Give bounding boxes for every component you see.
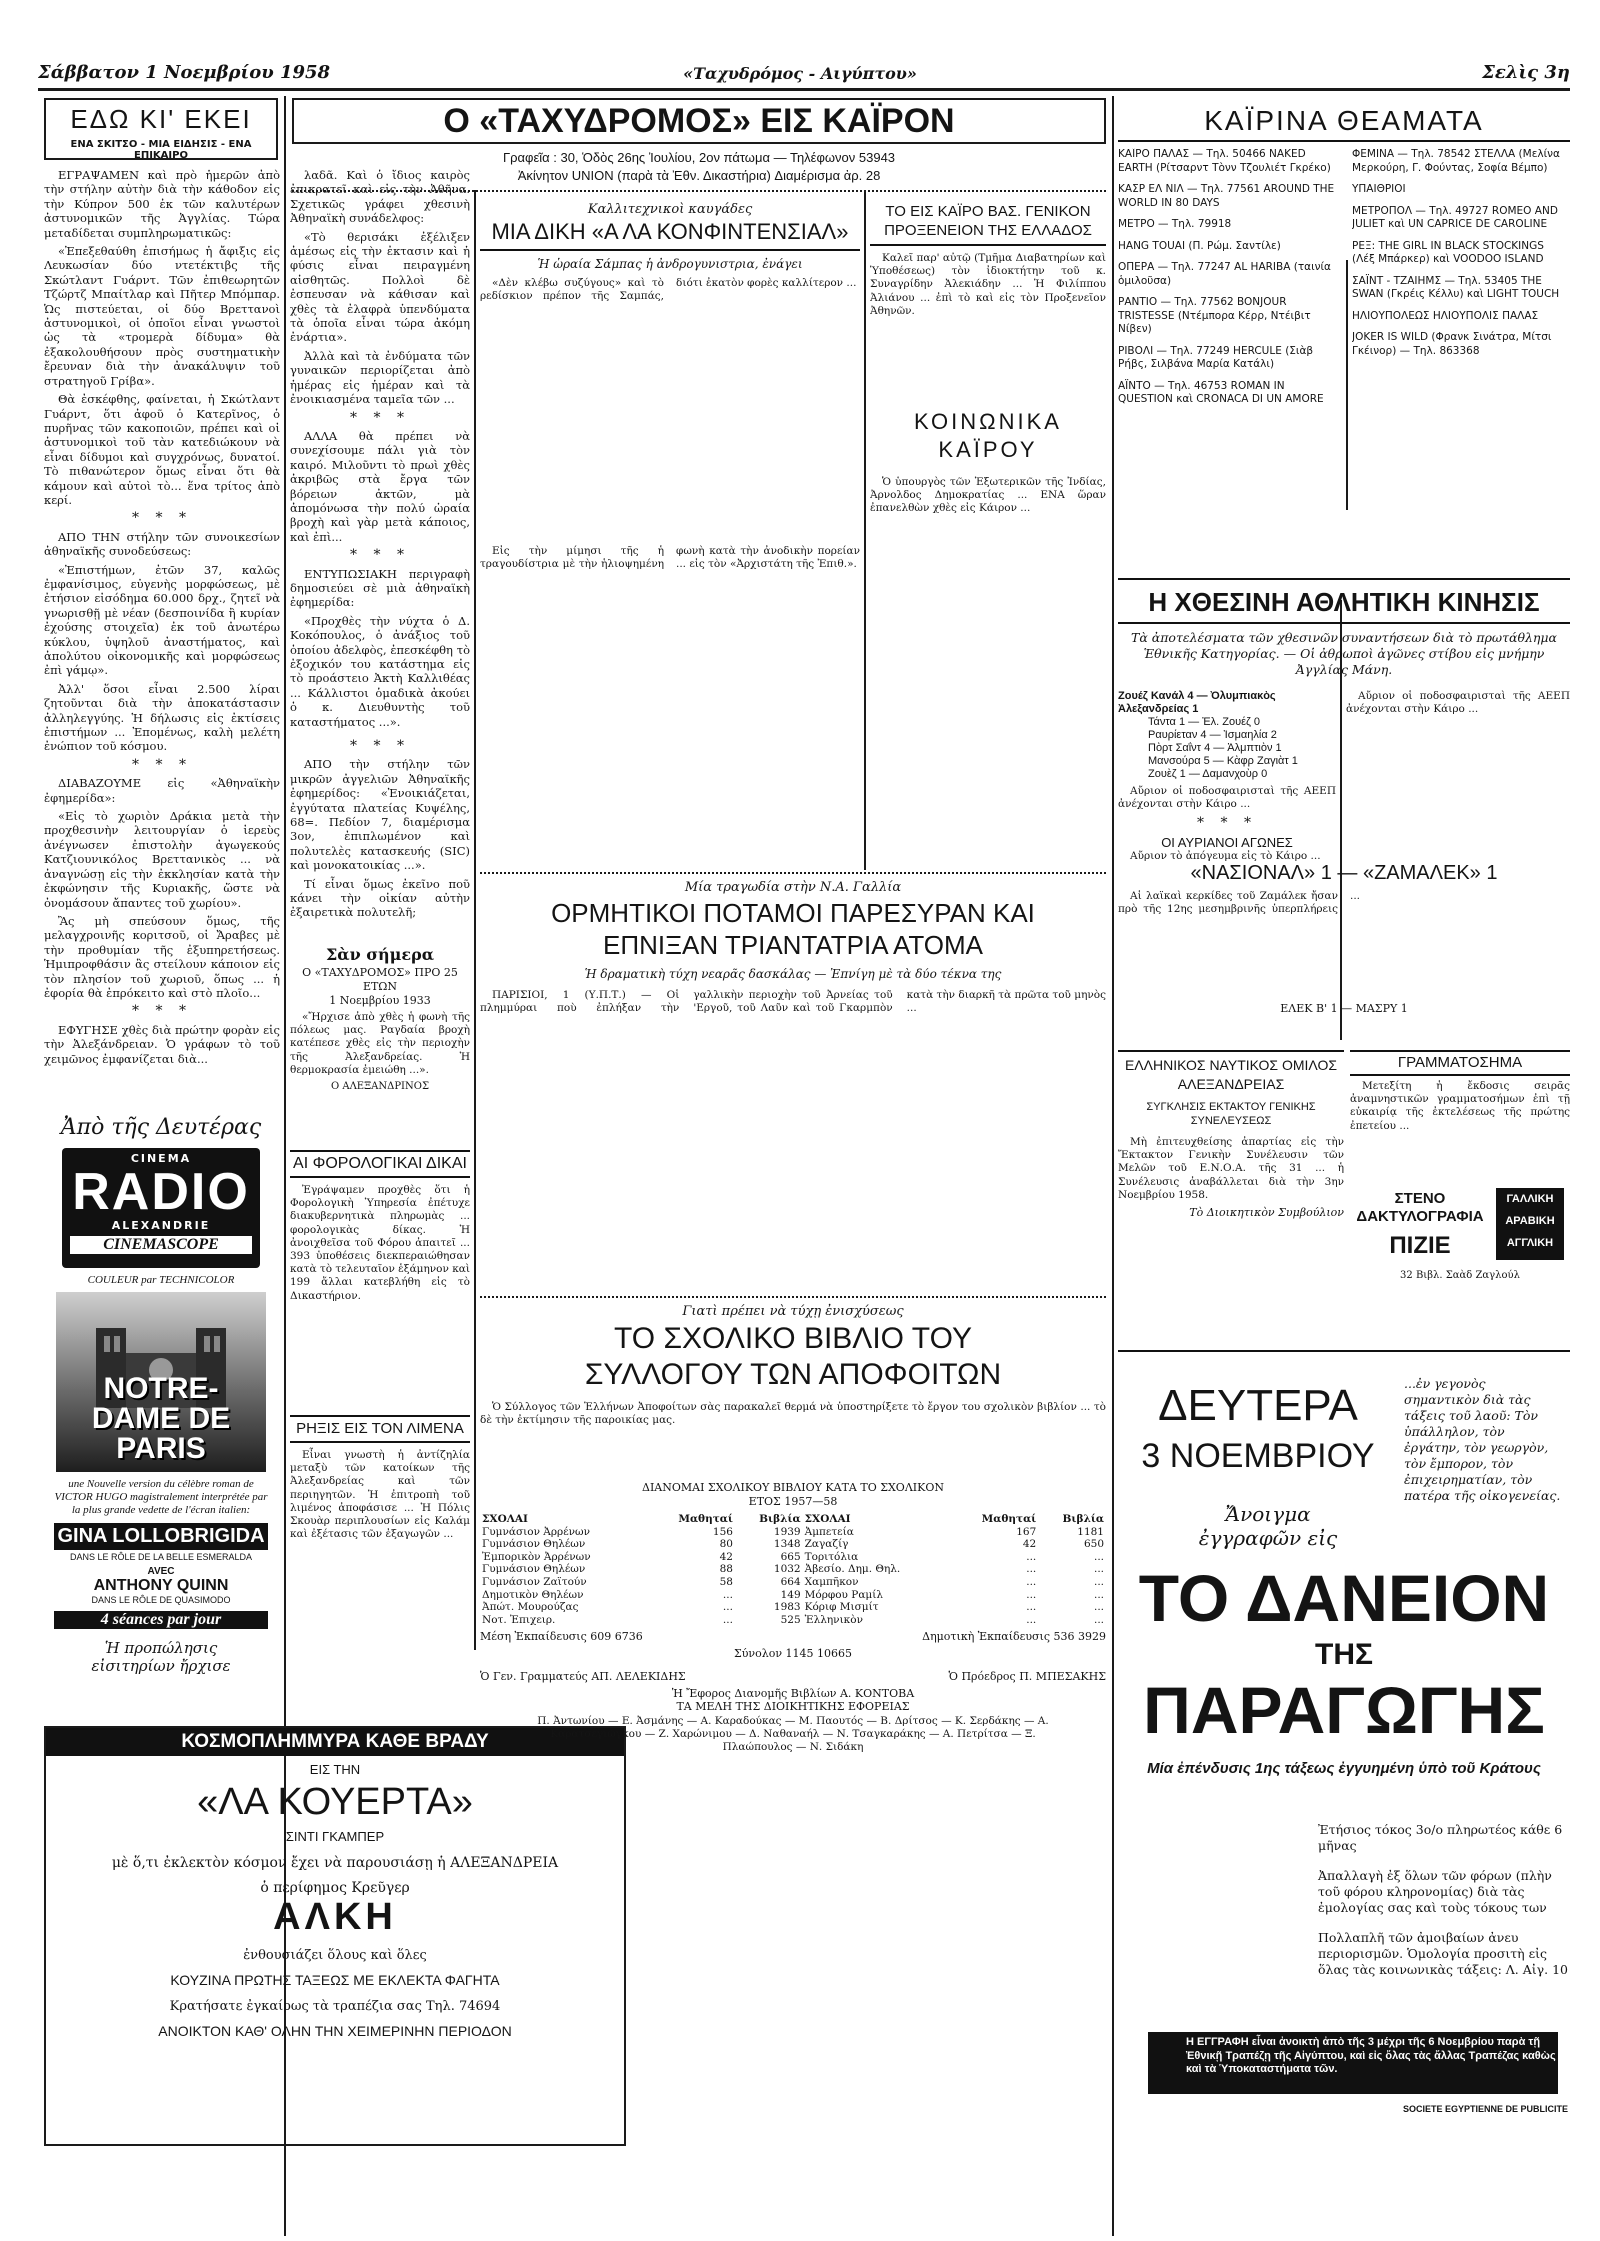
table-cell: ...: [1093, 1588, 1104, 1601]
committee-text: Π. Ἀντωνίου — Ε. Ἀσμάνης — Α. Καραδούκας — Μ. Παουτός — Β. Δρίτσος — Κ. Σερδάκης — Α. Καρατσεγιώγκου — Ζ. Χαρώνιμου — Δ. Ναθαναήλ — Ν. Τσαγκαράκης — Α. Πετρίτσα — Ξ. Πλαώπουλος — Ν. Σιδάκη: [537, 1715, 1049, 1754]
schoolbook-p4: Ὁ Σύλλογος τῶν Ἑλλήνων Ἀποφοίτων σὰς παρακαλεῖ θερμά νὰ ὑποστηρίξετε τὸ ἔργον του σχολικὸν βιβλίον ... τὸ δὲ τὴν ἐκτίμησιν τῆς παροικίας μας.: [480, 1401, 1106, 1427]
schoolbook-sum1: Μέση Ἐκπαίδευσις 609 6736: [480, 1630, 643, 1644]
cinema-listing: ΡΑΝΤΙΟ — Τηλ. 77562 BONJOUR TRISTESSE (Ντέμπορα Κέρρ, Ντέιβιτ Νίβεν): [1118, 296, 1311, 335]
confidential-article: [480, 196, 860, 856]
result-line: Ζουὲζ 1 — Δαμανχοὺρ 0: [1148, 768, 1268, 780]
table-cell: ...: [1026, 1601, 1037, 1614]
match-block: [1118, 860, 1570, 1040]
athl-title: ΟΙ ΑΥΡΙΑΝΟΙ ΑΓΩΝΕΣ: [1161, 835, 1293, 851]
schoolbook-headline: ΤΟ ΣΧΟΛΙΚΟ ΒΙΒΛΙΟ ΤΟΥ ΣΥΛΛΟΓΟΥ ΤΩΝ ΑΠΟΦΟΙΤΩΝ: [584, 1322, 1002, 1391]
table-cell: ...: [1093, 1601, 1104, 1614]
col2-text-b: [290, 735, 470, 935]
result-line: Μανσούρα 5 — Κὰφρ Ζαγιὰτ 1: [1148, 755, 1298, 767]
table-cell: 88: [719, 1563, 733, 1576]
naut-title: ΕΛΛΗΝΙΚΟΣ ΝΑΥΤΙΚΟΣ ΟΜΙΛΟΣ ΑΛΕΞΑΝΔΡΕΙΑΣ: [1118, 1050, 1344, 1094]
port-article: [290, 1415, 470, 1705]
confidential-p2: Εἰς τὴν μίμησι τῆς ἡ τραγουδίστρια μὲ τὴν ἡλιοψημένη φωνὴ κατὰ τὴν ἀνοδικὴν πορείαν ... εἰς τὸν «Ἀρχιστάτη τῆς Ἐπιθ.».: [480, 545, 860, 571]
ad-star2: ANTHONY QUINN: [93, 1577, 229, 1594]
cinema-listing: ΡΕΞ: THE GIRL IN BLACK STOCKINGS (Λέξ Μπάρκερ) καὶ VOODOO ISLAND: [1352, 239, 1544, 265]
table-row: [480, 1563, 1106, 1576]
cinema-listing: ΦΕΜΙΝΑ — Τηλ. 78542 ΣΤΕΛΛΑ (Μελίνα Μερκούρη, Γ. Φούντας, Σοφία Βέμπο): [1352, 148, 1560, 174]
production-loan-ad: [1118, 1350, 1570, 2150]
cinema-listing: ΡΙΒΟΛΙ — Τηλ. 77249 HERCULE (Σιὰβ Ρήβς, Σιλβάνα Μαρία Κατάλι): [1118, 344, 1314, 370]
loan-point: Ἐτήσιος τόκος 3ο/ο πληρωτέος κάθε 6 μῆνας: [1318, 1822, 1563, 1853]
col2-p5: ΕΝΤΥΠΩΣΙΑΚΗ περιγραφὴ δημοσιεύει σὲ μιὰ ἀθηναϊκὴ ἐφημερίδα:: [290, 566, 470, 610]
table-cell: Δημοτικὸν Θηλέων: [482, 1588, 584, 1601]
consulate-title: ΤΟ ΕΙΣ ΚΑΪΡΟ ΒΑΣ. ΓΕΝΙΚΟΝ ΠΡΟΞΕΝΕΙΟΝ ΤΗΣ ΕΛΛΑΔΟΣ: [870, 196, 1106, 246]
on-this-day: [290, 945, 470, 1145]
ad-seances: 4 séances par jour: [54, 1611, 268, 1629]
col1-p1: ΕΓΡΑΨΑΜΕΝ καὶ πρὸ ἡμερῶν ἀπὸ τὴν στήλην αὐτὴν διὰ τὴν κάθοδον εἰς τὴν Κύπρον 500 ἐκ τῶν καλυτέρων ἀστυνομικῶν τῆς Ἀγγλίας. Τώρα μεταδίδεται συμπληρωματικῶς:: [44, 168, 280, 240]
table-header-cell: Μαθηταί: [981, 1513, 1037, 1525]
table-cell: ...: [722, 1588, 733, 1601]
port-title: ΡΗΞΙΣ ΕΙΣ ΤΟΝ ΛΙΜΕΝΑ: [290, 1415, 470, 1443]
table-cell: Ἐλληνικὸν: [804, 1613, 863, 1626]
ad2-line3: ἐνθουσιάζει ὅλους καὶ ὅλες: [243, 1948, 427, 1963]
col-rule-4: [1112, 96, 1114, 2236]
ad2-line2: ὁ περίφημος Κρεῦγερ: [260, 1880, 410, 1896]
cinema-listing: ΟΠΕΡΑ — Τηλ. 77247 AL HARIBA (ταινία ὁμιλοῦσα): [1118, 261, 1331, 287]
table-row: [480, 1576, 1106, 1589]
schoolbook-sum2: Δημοτικὴ Ἐκπαίδευσις 536 3929: [922, 1630, 1106, 1644]
col1-p8: «Εἰς τὸ χωριὸν Δράκια μετὰ τὴν προχθεσινὴν λειτουργίαν ὁ ἱερεὺς ἀνέγνωσεν ἐπιστολὴν ἀγωγεκούς Κατζιουνικόλος Βρεττανικὸς ... νὰ ἀναγνώσῃ εἰς τὴν ἐκκλησίαν κατὰ τὴν ἐκφώνησιν τῆς Κυριακῆς, ὥστε νὰ ὀνομάσουν ἄπαντες τοῦ χωρίου».: [44, 809, 280, 910]
table-cell: ...: [1026, 1613, 1037, 1626]
table-cell: ...: [722, 1613, 733, 1626]
col2-stars-3: * * *: [350, 738, 410, 754]
floods-p3: ΠΑΡΙΣΙΟΙ, 1 (Υ.Π.Τ.) — Οἱ πλημμύραι ποὺ ἐπλήξαν τὴν γαλλικὴν περιοχὴν τοῦ Ἀρνείας τοῦ 'Εργοῦ, τοῦ Λαῦν καὶ τοῦ Γκαρμπὸν κατὰ τὴν διαρκῆ τὰ πρῶτα τοῦ μηνὸς ...: [480, 989, 1106, 1015]
table-cell: 525: [780, 1613, 801, 1626]
col2-stars-1: * * *: [350, 409, 410, 426]
col1-stars-3: * * *: [132, 1003, 192, 1020]
stamps-block: [1350, 1050, 1570, 1180]
ad-role1: DANS LE RÔLE DE LA BELLE ESMERALDA: [69, 1552, 253, 1562]
table-cell: ...: [722, 1601, 733, 1614]
ad2-line5: Κρατήσατε ἐγκαίρως τὰ τραπέζια σας Τηλ. 74694: [169, 1999, 501, 2014]
col2-p3: Ἀλλὰ καὶ τὰ ἐνδύματα τῶν γυναικῶν περιορίζεται ἀπὸ ἡμέρας εἰς ἡμέραν καὶ τὰ ἐνοικιασμένα ταμεῖα τῶν ...: [290, 348, 470, 407]
floods-rule: [480, 872, 1106, 874]
loan-right: ...ἐν γεγονὸς σημαντικὸν διὰ τὰς τάξεις τοῦ λαοῦ: Τὸν ὑπάλληλον, τὸν ἐργάτην, τὸν γεωργὸν, τὸν ἔμπορον, τὸν ἐπιχειρηματίαν, τὸν πατέρα τῆς οἰκογενείας.: [1404, 1376, 1561, 1503]
consulate-text: Καλεῖ παρ' αὐτῷ (Τμῆμα Διαβατηρίων καὶ Ὑποθέσεως) τὸν ἰδιοκτήτην τοῦ κ. Συναγρίδην Ἀλεκιάδην ... Ἡ Φιλίππου Ἀλιάνου ... ἐπὶ τὸ καὶ εἰς τὸν Προξενεῖον Ἀθηνῶν.: [870, 252, 1106, 317]
table-row: [480, 1589, 1106, 1602]
cinemas-left: [1118, 148, 1340, 508]
ad-and: AVEC: [147, 1566, 175, 1577]
ad-from: Ἀπὸ τῆς Δευτέρας: [60, 1115, 262, 1140]
social-cairo: [870, 400, 1106, 870]
table-cell: Ἀμπετεία: [804, 1525, 854, 1538]
oxi-text: «Ἤρχισε ἀπὸ χθὲς ἡ φωνὴ τῆς πόλεως μας. Ραγδαία βροχὴ κατέπεσε χθὲς εἰς τὴν περιοχὴν τῆς Ἀλεξανδρείας. Ἡ θερμοκρασία ἐμειώθη ...».: [290, 1011, 470, 1076]
results-list: [1118, 716, 1336, 781]
sport-stars: * * *: [1197, 815, 1257, 832]
result-line: Ραυρίεταν 4 — Ἰσμαηλία 2: [1148, 729, 1277, 741]
sport-p1: Αὔριον οἱ ποδοσφαιρισταὶ τῆς ΑΕΕΠ ἀνέχονται στὴν Κάιρο ...: [1118, 785, 1336, 811]
result-line: Τάντα 1 — Ἐλ. Ζουέζ 0: [1148, 716, 1261, 728]
col1-title: ΕΔΩ ΚΙ' ΕΚΕΙ: [70, 104, 252, 134]
cairo-office-rule: [292, 190, 1106, 192]
col2-p2: «Τὸ θερισάκι ἐξέλιξεν ἀμέσως εἰς τὴν ἐκτασιν καὶ ἡ φύσις εἶναι πειραγμένη αἰσθητῶς. Πολλοὶ δὲ ἐσπευσαν νὰ κάθισαν καὶ χθὲς τὰ ἐλαφρὰ ὑπενδύματα τὰ ὁποῖα εἶναι τώρα ἀκόμη ἐνάρτια».: [290, 229, 470, 345]
col1-p9: Ἂς μὴ σπεύσουν ὅμως, τῆς μελαγχροινῆς κοριτσοῦ, οἱ Ἄραβες μὲ τὴν προθυμίαν τῆς ἐξυπηρετήσεως. Ἡμιπροφθάσιν ἂς στείλουν κάποιον εἰς τὸν πλησίον τοῦ χωριοῦ, ὅπως ... ἡ ἐφορία θὰ ἐπρόκειτο καὶ στὸ πλοῖο...: [44, 913, 280, 1000]
table-header-cell: Βιβλία: [759, 1513, 801, 1525]
col-rule-2: [474, 190, 476, 1650]
table-row: [480, 1601, 1106, 1614]
col2-p8: ΑΠΟ τὴν στήλην τῶν μικρῶν ἀγγελιῶν Ἀθηναϊκῆς ἐφημερίδος: «Ἐνοικιάζεται, ἐγγύτατα πλατείας Κυψέλης, 68=. Πεδίον 7, διαμέρισμα 3ον, ἐπιπλωμένον καὶ πολυτελὲς κατασκευής (SIC) καὶ μονοκατοικίας ...».: [290, 757, 470, 873]
sig-left: Ὁ Γεν. Γραμματεύς ΑΠ. ΛΕΛΕΚΙΔΗΣ: [480, 1670, 686, 1684]
confidential-p1: «Δὲν κλέβω συζύγους» καὶ τὸ ρεδίσκιον πρέπον τῆς Σαμπάς, διότι ἐκατὸν φορὲς καλλίτερον ...: [480, 277, 857, 303]
table-cell: 1032: [773, 1563, 801, 1576]
table-cell: 665: [780, 1550, 801, 1563]
table-row: [480, 1614, 1106, 1627]
table-cell: 650: [1083, 1538, 1104, 1551]
col2-p4: ΑΛΛΑ θὰ πρέπει νὰ συνεχίσουμε πάλι γιὰ τὸν καιρό. Μιλοῦντι τὸ πρωὶ χθὲς ἀκριβῶς στὰ ἔργα τῶν βόρειων ἀκτῶν, μὰ ἀπομόνωσα τὴν πολύ ὡραία βροχὴ καὶ γὰρ μετὰ κάποιος, καὶ ἐπὶ...: [290, 428, 470, 544]
ad-cinema: CINEMA: [130, 1152, 192, 1165]
col2-p9: Τί εἶναι ὅμως ἐκεῖνο ποῦ κάνει τὴν οἰκίαν αὐτὴν ἐξαιρετικὰ πολυτελῆ;: [290, 876, 470, 920]
table-cell: ...: [1093, 1563, 1104, 1576]
cinema-radio-ad: [44, 1110, 278, 1720]
cairo-office-title: Ο «ΤΑΧΥΔΡΟΜΟΣ» ΕΙΣ ΚΑΪΡΟΝ: [443, 102, 955, 140]
confidential-sub: Ἡ ὡραία Σάμπας ἡ ἀνδρογυνιστρια, ἐνάγει: [537, 257, 803, 271]
table-cell: ...: [1026, 1563, 1037, 1576]
col1-p10: ΕΦΥΓΗΣΕ χθὲς διὰ πρώτην φορὰν εἰς τὴν Ἀλεξάνδρειαν. Ὁ γράφων τὸ τοῦ χειμῶνος ἐμφανίζεται διὰ...: [44, 1022, 280, 1066]
committee-title: Ἡ Ἔφορος Διανομῆς Βιβλίων Α. ΚΟΝΤΟΒΑ: [671, 1687, 915, 1701]
cinema-listing: ΚΑΣΡ ΕΛ ΝΙΛ — Τηλ. 77561 AROUND THE WORLD IN 80 DAYS: [1118, 183, 1335, 209]
table-cell: 149: [780, 1588, 801, 1601]
table-cell: ...: [1026, 1575, 1037, 1588]
cinema-listing: HANG TOUAI (Π. Ρώμ. Σαντίλε): [1118, 239, 1281, 252]
cairo-office-title-box: [292, 98, 1106, 144]
cinemas-right: [1352, 148, 1570, 568]
committee-sub: ΤΑ ΜΕΛΗ ΤΗΣ ΔΙΟΙΚΗΤΙΚΗΣ ΕΦΟΡΕΙΑΣ: [676, 1700, 910, 1714]
col1-title-box: [44, 98, 278, 160]
ad2-line6: ΑΝΟΙΚΤΟΝ ΚΑΘ' ΟΛΗΝ ΤΗΝ ΧΕΙΜΕΡΙΝΗΝ ΠΕΡΙΟΔΟΝ: [158, 2023, 512, 2039]
table-cell: 42: [719, 1550, 733, 1563]
cairo-office-info2: Ἀκίνητον UNION (παρὰ τὰ Ἐθν. Δικαστήρια) Διαμέρισμα ἀρ. 28: [517, 168, 881, 183]
masthead-date: Σάββατον 1 Νοεμβρίου 1958: [38, 62, 331, 83]
floods-headline: ΟΡΜΗΤΙΚΟΙ ΠΟΤΑΜΟΙ ΠΑΡΕΣΥΡΑΝ ΚΑΙ ΕΠΝΙΞΑΝ ΤΡΙΑΝΤΑΤΡΙΑ ΑΤΟΜΑ: [551, 898, 1035, 960]
cairo-office-info1: Γραφεῖα : 30, Ὁδὸς 26ης Ἰουλίου, 2ον πάτωμα — Τηλέφωνον 53943: [502, 150, 896, 165]
table-cell: Νοτ. Ἐπιχειρ.: [482, 1613, 556, 1626]
ad-star1: GINA LOLLOBRIGIDA: [54, 1523, 268, 1550]
table-header-cell: ΣΧΟΛΑΙ: [804, 1513, 851, 1525]
tax-title: ΑΙ ΦΟΡΟΛΟΓΙΚΑΙ ΔΙΚΑΙ: [290, 1150, 470, 1178]
oxi-title: Σὰν σήμερα: [325, 945, 435, 964]
table-cell: 58: [719, 1575, 733, 1588]
loan-date: 3 ΝΟΕΜΒΡΙΟΥ: [1141, 1437, 1375, 1475]
loan-point: Πολλαπλῆ τῶν ἀμοιβαίων ἀνευ περιορισμῶν. Ὁμολογία προσιτὴ εἰς ὅλας τὰς κοινωνικὰς τάξεις: Λ. Αἰγ. 10: [1318, 1930, 1568, 1977]
cinema-listing: ΥΠΑΙΘΡΙΟΙ: [1352, 183, 1406, 195]
col1-p5: «Ἐπιστήμων, ἐτῶν 37, καλῶς ἐμφανίσιμος, εὐγενὴς μορφώσεως, μὲ ἐτήσιον εἰσόδημα 60.000 δρχ., ζητεῖ νὰ γνωρισθῇ μὲ νέαν (δεσποινίδα ἢ κυρίαν ἐχούσης στοιχεῖα) ἐκ τοῦ ἀνωτέρω κύκλου, ὑψηλοῦ ἀναστήματος, καὶ ἀπολύτου οἰκονομικῆς καὶ μορφώσεως ἐπὶ γάμῳ».: [44, 562, 280, 678]
cinema-listing: JOKER IS WILD (Φρανκ Σινάτρα, Μίτσι Γκέινορ) — Τηλ. 863368: [1352, 331, 1552, 357]
ad-film: NOTRE-DAME DE PARIS: [91, 1372, 231, 1465]
ad-poster: [56, 1292, 266, 1472]
match-text: Αἱ λαϊκαὶ κερκίδες τοῦ Ζαμάλεκ ἤσαν πρὸ τῆς 12ης μεσημβρινῆς ὑπερπλήρεις ...: [1118, 890, 1361, 916]
col2-text: [290, 168, 470, 728]
ad2-title: ΚΟΣΜΟΠΛΗΜΜΥΡΑ ΚΑΘΕ ΒΡΑΔΥ: [46, 1728, 624, 1756]
loan-point: Ἀπαλλαγὴ ἐξ ὅλων τῶν φόρων (πλὴν τοῦ φόρου κληρονομίας) διὰ τὰς ἐμολογίας σας καὶ τοὺς τόκους των: [1318, 1868, 1552, 1915]
table-cell: Μόρφου Ραμίλ: [804, 1588, 884, 1601]
table-cell: Ἀπώτ. Μουρούζας: [482, 1601, 579, 1614]
col1-subtitle: ΕΝΑ ΣΚΙΤΣΟ - ΜΙΑ ΕΙΔΗΣΙΣ - ΕΝΑ ΕΠΙΚΑΙΡΟ: [70, 139, 252, 160]
pizie-steno: ΣΤΕΝΟ ΔΑΚΤΥΛΟΓΡΑΦΙΑ: [1356, 1190, 1484, 1225]
table-cell: 664: [780, 1575, 801, 1588]
tax-text: Ἐγράψαμεν προχθὲς ὅτι ἡ Φορολογικὴ Ὑπηρεσία ἐπέτυχε διακυβερνητικὰ πληρωμὰς ... φορολογικὰς δίκας. Ἡ ἀνοιχθεῖσα τοῦ Φόρου ἀπαιτεῖ ... 393 ὑποθέσεις διεκπεραιώθησαν κατὰ τὸ τελευταῖον ἑξάμηνον καὶ 199 ἄλλαι κατεβλήθη εἰς τὸ Δικαστήριον.: [290, 1184, 470, 1302]
col1-p3: Θὰ ἐσκέφθης, φαίνεται, ἡ Σκώτλαντ Γυάρντ, ὅτι ἀφοῦ ὁ Κατερῖνος, ὁ πυρῆνας τῶν κακοποιῶν, πρέπει καὶ οἱ ἀστυνομικοὶ τοῦ τὰν κατεδιώκουν νὰ εἶναι δίδυμοι καὶ συγχρόνως, δυνατοί. Τὸ πιθανώτερον ὅμως εἶναι ὅτι θὰ κάμουν καὶ αὐτοὶ τὸ... ἕνα τρίτος ἀπὸ κερί.: [44, 392, 280, 507]
ad2-to: ΕΙΣ ΤΗΝ: [309, 1762, 361, 1777]
sport-right-para: Αὔριον οἱ ποδοσφαιρισταὶ τῆς ΑΕΕΠ ἀνέχονται στὴν Κάιρο ...: [1346, 690, 1570, 716]
sig-right: Ὁ Πρόεδρος Π. ΜΠΕΣΑΚΗΣ: [948, 1670, 1106, 1684]
col1-stars-2: * * *: [132, 756, 192, 773]
table-cell: 1983: [773, 1601, 801, 1614]
naut-sub: ΣΥΓΚΛΗΣΙΣ ΕΚΤΑΚΤΟΥ ΓΕΝΙΚΗΣ ΣΥΝΕΛΕΥΣΕΩΣ: [1146, 1101, 1316, 1127]
table-header-cell: ΣΧΟΛΑΙ: [482, 1513, 528, 1525]
ad-radio: RADIO: [72, 1163, 250, 1221]
schoolbook-kicker3: Γιατὶ πρέπει νὰ τύχῃ ἐνισχύσεως: [682, 1304, 904, 1319]
pizie-name: ΠΙΖΙΕ: [1389, 1232, 1451, 1259]
col-rule-5: [1346, 260, 1348, 510]
results-title: Ζουέζ Κανάλ 4 — Ὀλυμπιακὸς Ἀλεξανδρείας 1: [1118, 690, 1276, 715]
sport-title-box: [1118, 578, 1570, 624]
table-cell: ...: [1026, 1550, 1037, 1563]
col1-p4: ΑΠΟ ΤΗΝ στήλην τῶν συνοικεσίων ἀθηναϊκῆς συνοδεύσεως:: [44, 529, 280, 559]
ad2-sub: ΣΙΝΤΙ ΓΚΑΜΠΕΡ: [285, 1829, 385, 1844]
confidential-kicker: Καλλιτεχνικοὶ καυγάδες: [587, 202, 753, 217]
loan-points: [1318, 1822, 1568, 1992]
schoolbook-sums: [480, 1630, 1106, 1643]
loan-day: ΔΕΥΤΕΡΑ: [1158, 1381, 1358, 1430]
schoolbook-table: [480, 1513, 1106, 1626]
result-line: Πὸρτ Σαΐντ 4 — Ἀλμπτιὸν 1: [1148, 742, 1282, 754]
schoolbook-table-body: [480, 1526, 1106, 1627]
masthead-page: Σελὶς 3η: [1482, 62, 1570, 83]
masthead-rule: [38, 88, 1570, 91]
ad-alexandrie: ALEXANDRIE: [111, 1219, 211, 1232]
table-cell: Τοριτόλια: [804, 1550, 859, 1563]
table-cell: Ἐμπορικὸν Ἀρρένων: [482, 1550, 591, 1563]
confidential-headline: ΜΙΑ ΔΙΚΗ «Α ΛΑ ΚΟΝΦΙΝΤΕΝΣΙΑΛ»: [480, 219, 860, 251]
elek: ΕΛΕΚ Β' 1 — ΜΑΣΡΥ 1: [1280, 1002, 1408, 1015]
col-rule-3: [864, 190, 866, 870]
ad-desc: une Nouvelle version du célèbre roman de VICTOR HUGO magistralement interprétée par la plus grande vedette de l'écran italien:: [54, 1478, 268, 1516]
table-cell: Κόριφ Μισμίτ: [804, 1601, 879, 1614]
table-cell: 1348: [773, 1538, 801, 1551]
sport-title: Η ΧΘΕΣΙΝΗ ΑΘΛΗΤΙΚΗ ΚΙΝΗΣΙΣ: [1148, 587, 1540, 617]
table-row: [480, 1526, 1106, 1539]
table-cell: 156: [712, 1525, 733, 1538]
floods-article: [480, 872, 1106, 1292]
sport-lead: Τὰ ἀποτελέσματα τῶν χθεσινῶν συναντήσεων διὰ τὸ πρωτάθλημα Ἑθνικῆς Κατηγορίας. — Οἱ ἀθρωποὶ ἀγῶνες στίβου εἰς μνήμην Ἀγγλίας Μάνη.: [1131, 630, 1557, 677]
table-cell: 167: [1016, 1525, 1037, 1538]
loan-note: Η ΕΓΓΡΑΦΗ εἶναι ἀνοικτὴ ἀπὸ τῆς 3 μέχρι τῆς 6 Νοεμβρίου παρὰ τῇ Ἐθνικῇ Τραπέζῃ τῆς Αἰγύπτου, καὶ εἰς ὅλας τὰς ἄλλας Τραπέζας καθὼς καὶ τὰ Ὑποκαταστήματα τῶν.: [1186, 2036, 1556, 2075]
col2-p6: «Προχθὲς τὴν νύχτα ὁ Δ. Κοκόπουλος, ὁ ἀνάξιος τοῦ ὁποίου ἀδελφὸς, ἐπεσκέφθη τὸ ἐξοχικόν του κατάστημα εἰς τὸ προάστειο Ἀκτὴ Καλλιθέας ... Κάλλιστοι ὁμαδικὰ ἀκούει ὁ κ. Διευθυντὴς τοῦ καταστήματος ...».: [290, 613, 470, 728]
schoolbook-article: [480, 1296, 1106, 2146]
col2-p1: λαδᾶ. Καὶ ὁ ἴδιος καιρὸς ἐπικρατεῖ καὶ εἰς τὴν Ἀθῆνα. Σχετικῶς γράφει χθεσινὴ Ἀθηναϊκὴ συνάδελφος:: [290, 168, 470, 226]
ad2-name: «ΛΑ ΚΟΥΕΡΤΑ»: [197, 1781, 473, 1823]
pizie-langs: ΓΑΛΛΙΚΗ ΑΡΑΒΙΚΗ ΑΓΓΛΙΚΗ: [1496, 1188, 1564, 1260]
publicite: SOCIETE EGYPTIENNE DE PUBLICITE: [1402, 2104, 1568, 2114]
oxi-sig: Ο ΑΛΕΞΑΝΔΡΙΝΟΣ: [330, 1081, 430, 1093]
ad-color: COULEUR par TECHNICOLOR: [87, 1274, 235, 1286]
table-cell: Ζαγαζίγ: [804, 1538, 849, 1551]
loan-sub: Μία ἐπένδυσις 1ης τάξεως ἐγγυημένη ὑπὸ τοῦ Κράτους: [1147, 1760, 1541, 1777]
floods-kicker: Μία τραγωδία στὴν Ν.Α. Γαλλία: [684, 880, 902, 895]
schoolbook-table-header: [480, 1513, 1106, 1526]
social-title: ΚΟΙΝΩΝΙΚΑ ΚΑΪΡΟΥ: [914, 409, 1062, 462]
naut-text: Μὴ ἐπιτευχθείσης ἀπαρτίας εἰς τὴν Ἔκτακτον Γενικὴν Συνέλευσιν τῶν Μελῶν τοῦ Ε.Ν.Ο.Α. τῆς 31 ... ἡ Συνέλευσις ἀναβάλλεται διὰ τὴν 3ην Νοεμβρίου 1958.: [1118, 1136, 1344, 1201]
table-cell: Ἀβεσίο. Δημ. Θηλ.: [804, 1563, 901, 1576]
ad2-line4: ΚΟΥΖΙΝΑ ΠΡΩΤΗΣ ΤΑΞΕΩΣ ΜΕ ΕΚΛΕΚΤΑ ΦΑΓΗΤΑ: [170, 1972, 500, 1988]
col1-p6: Ἀλλ' ὅσοι εἶναι 2.500 λίραι ζητοῦνται διὰ τὴν ἀποκατάστασιν ἀλληλεγγύης. Ἡ δήλωσις εἰς ἐκτίσεις ἐπιστήμων ... Ἐπομένως, καλὴ μελέτη ἐνώπιον τοῦ κόσμου.: [44, 681, 280, 754]
oxi-date: 1 Νοεμβρίου 1933: [329, 994, 431, 1007]
cinema-listing: ΗΛΙΟΥΠΟΛΕΩΣ ΗΛΙΟΥΠΟΛΙΣ ΠΑΛΑΣ: [1352, 309, 1539, 322]
loan-to: ΤΟ ΔΑΝΕΙΟΝ: [1138, 1561, 1550, 1635]
table-cell: 1181: [1077, 1525, 1104, 1538]
table-cell: Γυμνάσιον Θηλέων: [482, 1538, 586, 1551]
loan-open: Ἄνοιγμα ἐγγραφῶν εἰς: [1198, 1502, 1338, 1550]
ad2-alki: ΑΛΚΗ: [273, 1896, 397, 1938]
table-row: [480, 1538, 1106, 1551]
col1-text: [44, 168, 280, 1103]
col2-stars-2: * * *: [350, 547, 410, 564]
ad-cinemascope: CINEMASCOPE: [70, 1236, 252, 1254]
oxi-sub: Ο «ΤΑΧΥΔΡΟΜΟΣ» ΠΡΟ 25 ΕΤΩΝ: [302, 966, 458, 993]
masthead-paper: «Ταχυδρόμος - Αιγύπτου»: [683, 64, 917, 83]
floods-sub: Ἡ δραματικὴ τύχη νεαρᾶς δασκάλας — Ἐπνίγη μὲ τὰ δύο τέκνα της: [584, 967, 1002, 981]
schoolbook-table-title: ΔΙΑΝΟΜΑΙ ΣΧΟΛΙΚΟΥ ΒΙΒΛΙΟΥ ΚΑΤΑ ΤΟ ΣΧΟΛΙΚΟΝ ΕΤΟΣ 1957—58: [642, 1481, 944, 1508]
match-title: «ΝΑΣΙΟΝΑΛ» 1 — «ΖΑΜΑΛΕΚ» 1: [1190, 862, 1498, 884]
radio-logo-block: [62, 1148, 260, 1268]
table-cell: 80: [719, 1538, 733, 1551]
table-cell: ...: [1093, 1575, 1104, 1588]
table-header-cell: Μαθηταί: [678, 1513, 733, 1525]
cinema-listing: ΜΕΤΡΟ — Τηλ. 79918: [1118, 218, 1232, 230]
col1-stars-1: * * *: [132, 510, 192, 527]
nautical-club: [1118, 1050, 1344, 1340]
loan-tis: ΤΗΣ: [1315, 1638, 1373, 1671]
col1-p2: «Ἐπεξεθαύθη ἐπισήμως ἡ ἄφιξις εἰς Λευκωσίαν δύο ντετέκτιβς τῆς Σκώτλαντ Γυάρντ. Τῶν ἐπιθεωρητῶν Τζώρτζ Μπαίτλαρ καὶ Πῆτερ Μπόμπαρ. Ὡς πιστεύεται, οἱ δύο Βρεττανοὶ ἀστυνομικοὶ, οἱ ὁποῖοι εἶναι γνωστοὶ ὡς τὰ «τρομερὰ δίδυμα» θὰ ἐξακολουθήσουν πρὸς συστηματικὴν ἔρευναν διὰ τὴν ἀνακάλυψιν τοῦ στρατηγοῦ Γρίβα».: [44, 244, 280, 388]
cinema-listing: ΜΕΤΡΟΠΟΛ — Τηλ. 49727 ROMEO AND JULIET καὶ UN CAPRICE DE CAROLINE: [1352, 204, 1558, 230]
loan-prod: ΠΑΡΑΓΩΓΗΣ: [1143, 1673, 1545, 1747]
ad-role2: DANS LE RÔLE DE QUASIMODO: [91, 1595, 231, 1605]
pizie-ad: [1350, 1184, 1570, 1304]
naut-sig: Τὸ Διοικητικὸν Συμβούλιον: [1189, 1206, 1344, 1220]
cairo-shows-title: ΚΑΪΡΙΝΑ ΘΕΑΜΑΤΑ: [1118, 100, 1570, 142]
table-cell: ...: [1093, 1550, 1104, 1563]
ad-bottom: Ἡ προπώλησις εἰσιτηρίων ἤρχισε: [91, 1639, 231, 1675]
ad2-line: μὲ ὅ,τι ἐκλεκτὸν κόσμον ἔχει νὰ παρουσιάσῃ ἡ ΑΛΕΞΑΝΔΡΕΙΑ: [111, 1855, 559, 1871]
table-cell: 42: [1022, 1538, 1037, 1551]
col1-p7: ΔΙΑΒΑΖΟΥΜΕ εἰς «Ἀθηναϊκὴν ἐφημερίδα»:: [44, 776, 280, 805]
consulate-box: [870, 196, 1106, 396]
table-cell: Γυμνάσιον Θηλέων: [482, 1563, 586, 1576]
sport-right-text: [1346, 690, 1570, 850]
athl-text: Αὔριον τὸ ἀπόγευμα εἰς τὸ Κάιρο ...: [1130, 850, 1321, 863]
cinema-listing: ΚΑΪΡΟ ΠΑΛΑΣ — Τηλ. 50466 NAKED EARTH (Ρίτσαρντ Τὸνν Τζουλιέτ Γκρέκο): [1118, 148, 1331, 174]
schoolbook-sigs: [480, 1670, 1106, 1683]
table-row: [480, 1551, 1106, 1564]
gram-title: ΓΡΑΜΜΑΤΟΣΗΜΑ: [1350, 1050, 1570, 1076]
cinema-listing: ΑΪΝΤΟ — Τηλ. 46753 ROMAN IN QUESTION καὶ CRONACA DI UN AMORE: [1118, 379, 1324, 405]
gram-text: Μετεξίτη ἡ ἔκδοσις σειρᾶς ἀναμνηστικῶν γραμματοσήμων ἐπὶ τῇ εὐκαιρίᾳ τῆς ἐκτελέσεως τῆς πρώτης ἐπετείου ...: [1350, 1080, 1570, 1132]
table-cell: Χαμπῆκον: [804, 1575, 859, 1588]
table-cell: Γυμνάσιον Ἀρρένων: [482, 1525, 590, 1538]
schoolbook-sum3: Σύνολον 1145 10665: [733, 1647, 853, 1661]
pizie-addr: 32 Βιβλ. Σαὰδ Ζαγλούλ: [1400, 1270, 1520, 1281]
port-text: Εἶναι γνωστὴ ἡ ἀντίζηλία μεταξὺ τῶν κατοίκων τῆς Ἀλεξανδρείας καὶ τῶν περιηγητῶν. Ἡ ἐπιτροπὴ τοῦ λιμένος ἀποφάσισε ... Ἡ Πόλις Σκουὰρ περιπλουσίων εἰς Καλάμ καὶ ἐξέτασις τῶν ἐξαγωγῶν ...: [290, 1449, 470, 1541]
table-cell: ...: [1026, 1588, 1037, 1601]
table-cell: ...: [1093, 1613, 1104, 1626]
table-cell: Γυμνάσιον Ζαϊτούν: [482, 1575, 587, 1588]
social-text: Ὁ ὑπουργὸς τῶν Ἐξωτερικῶν τῆς Ἰνδίας, Ἀρνολδος Δημοκρατίας ... ΕΝΑ ὥραν ἐπανελθὼν χθὲς εἰς Κάιρον ...: [870, 476, 1106, 515]
table-header-cell: Βιβλία: [1062, 1513, 1104, 1525]
table-cell: 1939: [773, 1525, 801, 1538]
cinema-listing: ΣΑΪΝΤ - ΤΖΑΙΗΜΣ — Τηλ. 53405 THE SWAN (Γκρέις Κέλλυ) καὶ LIGHT TOUCH: [1352, 274, 1560, 300]
tax-article: [290, 1150, 470, 1410]
schoolbook-rule: [480, 1296, 1106, 1298]
